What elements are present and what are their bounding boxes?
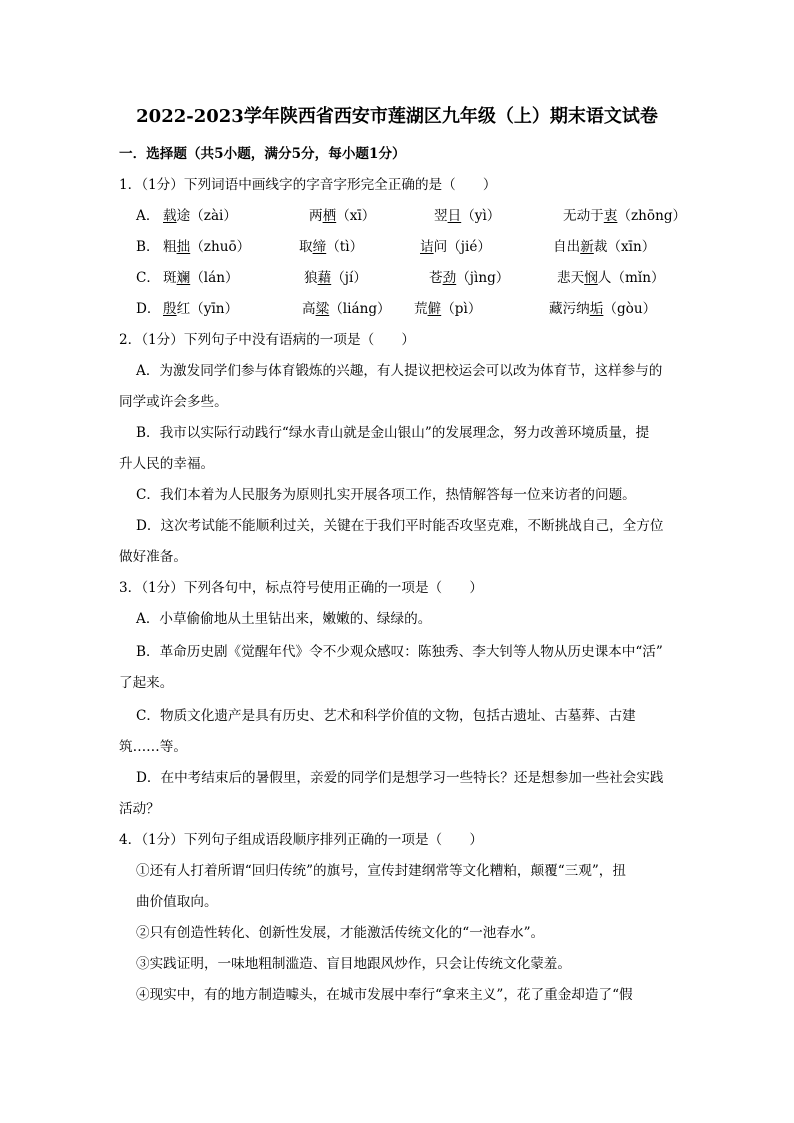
q1-option-c-word-4: 悲天悯人（mǐn） — [557, 270, 665, 286]
q1-option-a-word-4: 无动于衷（zhōng） — [563, 208, 687, 224]
q4-sentence-1: ①还有人打着所谓“回归传统”的旗号，宣传封建纲常等文化糟粕，颠覆“三观”，扭 — [136, 863, 626, 879]
q1-option-c-word-3: 苍劲（jìng） — [429, 270, 510, 286]
page-title: 2022-2023学年陕西省西安市莲湖区九年级（上）期末语文试卷 — [136, 106, 658, 127]
q1-option-b-word-3: 诘问（jié） — [420, 239, 491, 255]
q4-sentence-2: ②只有创造性转化、创新性发展，才能激活传统文化的“一池春水”。 — [136, 925, 545, 941]
q1-option-b-word-1: 粗拙（zhuō） — [163, 239, 251, 255]
q1-option-d-word-2: 高粱（liáng） — [302, 301, 391, 317]
question-3-stem: 3．（1分）下列各句中，标点符号使用正确的一项是（ ） — [119, 580, 483, 596]
q1-option-c-letter: C． — [136, 270, 160, 286]
q2-option-b: B．我市以实际行动践行“绿水青山就是金山银山”的发展理念，努力改善环境质量，提 — [136, 425, 650, 441]
q2-option-c: C．我们本着为人民服务为原则扎实开展各项工作，热情解答每一位来访者的问题。 — [136, 487, 636, 503]
q2-option-d: D．这次考试能不能顺利过关，关键在于我们平时能否攻坚克难，不断挑战自己，全方位 — [136, 518, 664, 534]
q1-option-a-word-1: 载途（zài） — [163, 208, 237, 224]
q1-option-b-letter: B． — [136, 239, 160, 255]
q4-sentence-4: ④现实中，有的地方制造噱头，在城市发展中奉行“拿来主义”，花了重金却造了“假 — [136, 987, 633, 1003]
q1-option-d-word-3: 荒僻（pì） — [414, 301, 482, 317]
q1-option-d-word-1: 殷红（yīn） — [163, 301, 239, 317]
q1-option-b-word-2: 取缔（tì） — [299, 239, 364, 255]
q2-option-b-cont: 升人民的幸福。 — [119, 456, 215, 472]
q1-option-a-word-3: 翌日（yì） — [434, 208, 501, 224]
q4-sentence-3: ③实践证明，一味地粗制滥造、盲目地跟风炒作，只会让传统文化蒙羞。 — [136, 956, 571, 972]
q3-option-c-cont: 筑……等。 — [119, 739, 187, 755]
q3-option-d: D．在中考结束后的暑假里，亲爱的同学们是想学习一些特长？还是想参加一些社会实践 — [136, 770, 664, 786]
q1-option-a-letter: A． — [136, 208, 160, 224]
q3-option-b: B．革命历史剧《觉醒年代》令不少观众感叹：陈独秀、李大钊等人物从历史课本中“活” — [136, 644, 663, 660]
q1-option-c-word-1: 斑斓（lán） — [163, 270, 239, 286]
q1-option-d-word-4: 藏污纳垢（gòu） — [549, 301, 657, 317]
q3-option-a: A．小草偷偷地从土里钻出来，嫩嫩的、绿绿的。 — [136, 611, 432, 627]
question-1-stem: 1．（1分）下列词语中画线字的字音字形完全正确的是（ ） — [119, 177, 497, 193]
question-2-stem: 2．（1分）下列句子中没有语病的一项是（ ） — [119, 332, 415, 348]
q2-option-a: A．为激发同学们参与体育锻炼的兴趣，有人提议把校运会可以改为体育节，这样参与的 — [136, 363, 663, 379]
q3-option-b-cont: 了起来。 — [119, 675, 174, 691]
q2-option-a-cont: 同学或许会多些。 — [119, 394, 228, 410]
q1-option-b-word-4: 自出新裁（xīn） — [553, 239, 656, 255]
q1-option-a-word-2: 两栖（xī） — [309, 208, 376, 224]
q4-sentence-1-cont: 曲价值取向。 — [136, 894, 218, 910]
q1-option-c-word-2: 狼藉（jí） — [304, 270, 367, 286]
q3-option-c: C．物质文化遗产是具有历史、艺术和科学价值的文物，包括古遗址、古墓葬、古建 — [136, 708, 636, 724]
section-heading: 一．选择题（共5小题，满分5分，每小题1分） — [119, 146, 406, 162]
q3-option-d-cont: 活动？ — [119, 801, 160, 817]
q1-option-d-letter: D． — [136, 301, 161, 317]
question-4-stem: 4．（1分）下列句子组成语段顺序排列正确的一项是（ ） — [119, 832, 483, 848]
q2-option-d-cont: 做好准备。 — [119, 549, 187, 565]
